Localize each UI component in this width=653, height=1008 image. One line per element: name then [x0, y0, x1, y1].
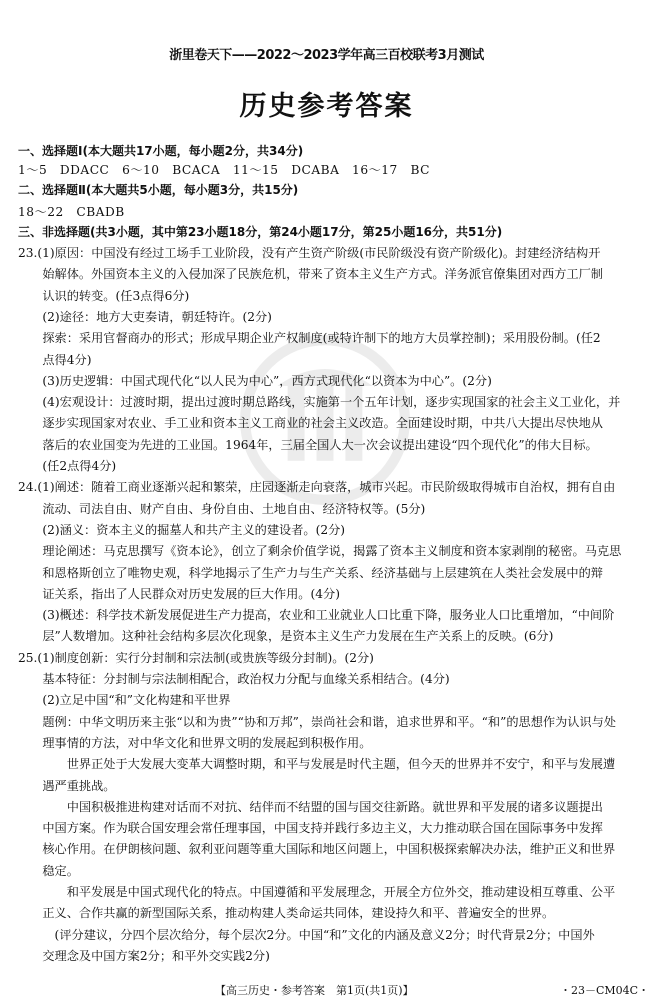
answer-line: 和恩格斯创立了唯物史观，科学地揭示了生产力与生产关系、经济基础与上层建筑在人类社会发展中的辩 — [18, 565, 603, 580]
section-heading-choice-1: 一、选择题Ⅰ(本大题共17小题，每小题2分，共34分) — [18, 144, 304, 158]
answer-line: (评分建议，分四个层次给分，每个层次2分。中国“和”文化的内涵及意义2分；时代背景2分；中国外 — [18, 927, 595, 942]
answer-line: 认识的转变。(任3点得6分) — [18, 288, 190, 303]
answer-line: 点得4分) — [18, 352, 92, 367]
choice-2-answers: 18～22 CBADB — [18, 205, 125, 219]
answer-line: (2)途径：地方大吏奏请，朝廷特许。(2分) — [18, 309, 272, 324]
answer-line: 中国积极推进构建对话而不对抗、结伴而不结盟的国与国交往新路。就世界和平发展的诸多议题提出 — [18, 799, 603, 814]
answer-line: 证关系，指出了人民群众对历史发展的巨大作用。(4分) — [18, 586, 340, 601]
answer-line: 落后的农业国变为先进的工业国。1964年，三届全国人大一次会议提出建设“四个现代化”的伟大目标。 — [18, 437, 598, 452]
answer-line: 24.(1)阐述：随着工商业逐渐兴起和繁荣，庄园逐渐走向衰落，城市兴起。市民阶级取得城市自治权，拥有自由 — [18, 480, 616, 495]
section-heading-choice-2: 二、选择题Ⅱ(本大题共5小题，每小题3分，共15分) — [18, 183, 299, 197]
answer-line: 理论阐述：马克思撰写《资本论》，创立了剩余价值学说，揭露了资本主义制度和资本家剥削的秘密。马克思 — [18, 544, 622, 559]
footer-code: ・23－CM04C・ — [560, 984, 650, 997]
answer-line: 核心作用。在伊朗核问题、叙利亚问题等重大国际和地区问题上，中国积极探索解决办法，维护正义和世界 — [18, 842, 616, 857]
answer-line: 理事情的方法，对中华文化和世界文明的发展起到积极作用。 — [18, 735, 372, 750]
answer-line: (3)历史逻辑：中国式现代化“以人民为中心”，西方式现代化“以资本为中心”。(2分) — [18, 373, 492, 388]
choice-1-answers: 1～5 DDACC 6～10 BCACA 11～15 DCABA 16～17 BC — [18, 163, 430, 177]
answer-line: (2)立足中国“和”文化构建和平世界 — [18, 693, 231, 708]
answer-line: 流动、司法自由、财产自由、身份自由、土地自由、经济特权等。(5分) — [18, 501, 426, 516]
answer-line: 稳定。 — [18, 863, 79, 878]
answer-line: (任2点得4分) — [18, 459, 117, 473]
section-heading-non-choice: 三、非选择题(共3小题，其中第23小题18分，第24小题17分，第25小题16分，共51分) — [18, 225, 503, 239]
answer-line: (4)宏观设计：过渡时期，提出过渡时期总路线，实施第一个五年计划，逐步实现国家的社会主义工业化，并 — [18, 395, 621, 410]
answer-line: 始解体。外国资本主义的入侵加深了民族危机，带来了资本主义生产方式。洋务派官僚集团对西方工厂制 — [18, 267, 603, 282]
answer-line: 基本特征：分封制与宗法制相配合，政治权力分配与血缘关系相结合。(4分) — [18, 672, 450, 686]
page-footer — [0, 982, 653, 1002]
answer-line: 探索：采用官督商办的形式；形成早期企业产权制度(或特许制下的地方大员掌控制)；采用股份制。(任2 — [18, 331, 601, 346]
answer-line: 遇严重挑战。 — [18, 778, 116, 793]
answer-line: 25.(1)制度创新：实行分封制和宗法制(或贵族等级分封制)。(2分) — [18, 650, 374, 665]
footer-page-label: 【高三历史・参考答案 第1页(共1页)】 — [215, 984, 414, 997]
answer-line: 世界正处于大发展大变革大调整时期，和平与发展是时代主题，但今天的世界并不安宁，和平与发展遭 — [18, 757, 616, 772]
document-subtitle: 历史参考答案 — [239, 91, 414, 122]
answer-line: 23.(1)原因：中国没有经过工场手工业阶段，没有产生资产阶级(市民阶级没有资产阶级化)。封建经济结构开 — [18, 246, 601, 260]
answer-line: 正义、合作共赢的新型国际关系，推动构建人类命运共同体，建设持久和平、普遍安全的世界。 — [18, 906, 555, 921]
answer-line: 中国方案。作为联合国安理会常任理事国，中国支持并践行多边主义，大力推动联合国在国际事务中发挥 — [18, 821, 603, 836]
answer-line: 题例：中华文明历来主张“以和为贵”“协和万邦”，崇尚社会和谐，追求世界和平。“和”的思想作为认识与处 — [18, 714, 617, 729]
answer-line: 层”人数增加。这种社会结构多层次化现象，是资本主义生产力发展在生产关系上的反映。(6分) — [18, 629, 554, 644]
answer-line: 和平发展是中国式现代化的特点。中国遵循和平发展理念，开展全方位外交，推动建设相互尊重、公平 — [18, 885, 616, 899]
answer-line: 逐步实现国家对农业、手工业和资本主义工商业的社会主义改造。全面建设时期，中共八大提出尽快地从 — [18, 416, 603, 431]
exam-title: 浙里卷天下——2022～2023学年高三百校联考3月测试 — [169, 48, 484, 63]
answer-line: (2)涵义：资本主义的掘墓人和共产主义的建设者。(2分) — [18, 522, 346, 537]
answer-line: 交理念及中国方案2分；和平外交实践2分) — [18, 948, 270, 963]
answer-line: (3)概述：科学技术新发展促进生产力提高，农业和工业就业人口比重下降，服务业人口比重增加，“中间阶 — [18, 608, 615, 623]
